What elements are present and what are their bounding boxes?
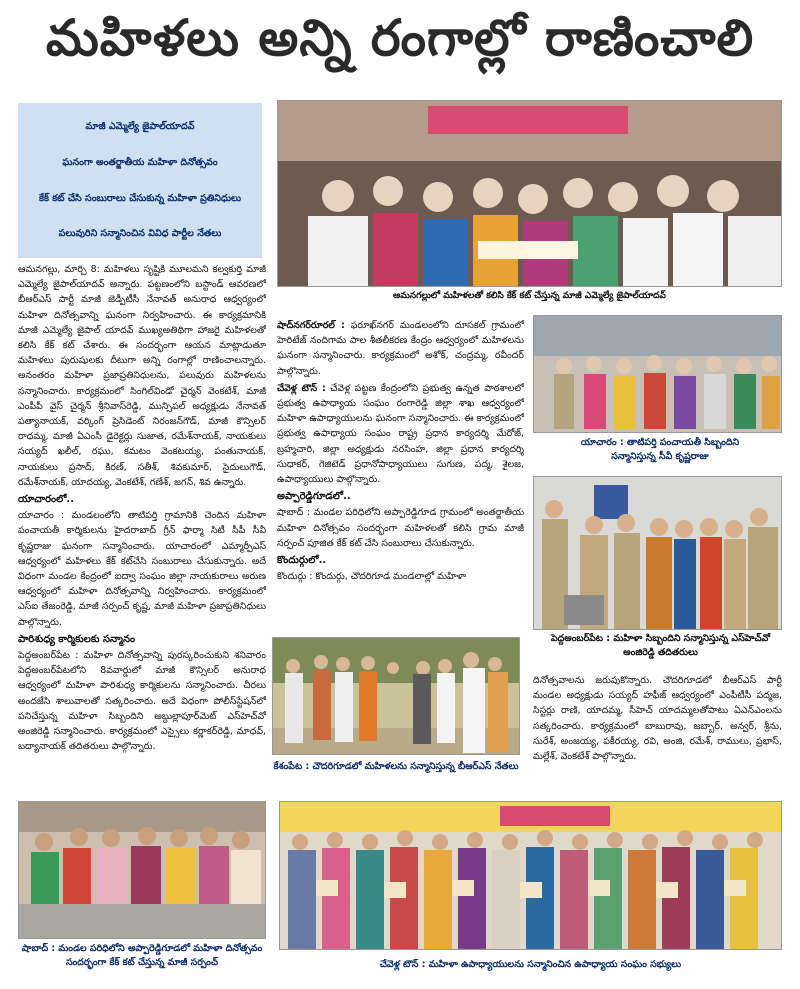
section-heading: పారిశుధ్య కార్మికులకు సన్మానం [18,633,136,645]
yacharam-photo [533,315,782,433]
article-paragraph: కొందుర్గు : కొందుర్గు, చౌదరిగూడ మండలాల్లో మహిళా [277,571,467,583]
main-photo [277,100,782,287]
yacharam-photo-caption: యాచారం : తాటిపర్తి పంచాయతీ సిబ్బందిని సన్మానిస్తున్న సీవీ కృష్ణరాజు [580,437,740,462]
article-paragraph: ఆమనగల్లు, మార్చి 8: మహిళలు సృష్టికి మూలమని కల్వకుర్తి మాజీ ఎమ్మెల్యే జైపాల్‌యాదవ్ అన్నారు. పట్టణంలోని బస్టాండ్ ఆవరణలో బీఆర్‌ఎస్ పార్టీ మాజీ జెడ్పీటీసీ నేనావత్ అనురాధ ఆధ్వర్యంలో మహిళా దినోత్సవాన్ని ఘనంగా నిర్వహించారు. ఈ కార్యక్రమానికి మాజీ ఎమ్మెల్యే జైపాల్ యాదవ్ ముఖ్యఅతిథిగా హాజరై మహిళలతో కలిసి కేక్ కట్ చేశారు. ఈ సందర్భంగా ఆయన మాట్లాడుతూ మహిళలు పురుషులకు దీటుగా అన్ని రంగాల్లో రాణించాలన్నారు. అనంతరం మహిళా ప్రజాప్రతినిధులను, పలువురు మహిళలను సన్మానించారు. కార్యక్రమంలో సింగిల్‌విండో చైర్మన్ వెంకటేశ్, మాజీ ఎంపీపీ వైస్ చైర్మన్ శ్రీనివాస్‌రెడ్డి, మున్సిపల్ అధ్యక్షుడు నేనావత్ పత్యానాయక్, వర్కింగ్ ప్రెసిడెంట్ నిరంజన్‌గౌడ్, మాజీ కౌన్సిలర్ రాధమ్మ, మాజీ ఏఎంసీ డైరెక్టర్లు సుజాత, రమేశ్‌నాయక్, నాయకులు సయ్యద్ ఖలీల్, రఘు, కమటం వెంకటయ్య, పంతునాయక్, నాయకులు ప్రసాద్, కిరణ్, సతీశ్, శివకుమార్, సైదులుగౌడ్, రమేశ్‌నాయక్, యాదయ్య, వెంకటేశ్, గణేశ్, జగన్, శివ ఉన్నారు. [18,264,266,488]
shabad-photo [18,801,266,939]
dateline: చేవెళ్ల టౌన్ : [277,382,326,394]
chevella-photo-caption: చేవెళ్ల టౌన్ : మహిళా ఉపాధ్యాయులను సన్మానించిన ఉపాధ్యాయ సంఘం సభ్యులు [379,959,682,970]
dateline: షాద్‌నగర్‌రూరల్ : [277,320,345,331]
deck-line: పలువురిని సన్మానించిన వివిధ పార్టీల నేతలు [58,228,222,240]
sub-deck [18,103,262,258]
deck-line: మాజీ ఎమ్మెల్యే జైపాల్‌యాదవ్ [85,121,195,133]
keshampet-photo-caption: కేశంపేట : చౌదరిగూడలో మహిళలను సన్మానిస్తున్న బీఆర్‌ఎస్ నేతలు [273,761,519,772]
deck-line: కేక్ కట్ చేసి సంబురాలు చేసుకున్న మహిళా ప్రతినిధులు [39,192,241,204]
article-main-column [18,262,266,796]
article-paragraph: షాబాద్ : మండల పరిధిలోని అప్పారెడ్డిగూడ గ్రామంలో అంతర్జాతీయ మహిళా దినోత్సవం సందర్భంగా మహిళలతో కలిసి గ్రామ మాజీ సర్పంచ్ పూజిత కేక్ కట్ చేసి సంబురాలు చేసుకున్నారు. [277,507,524,549]
kondurgu-continued-column [533,673,782,795]
article-paragraph: యాచారం : మండలంలోని తాటిపర్తి గ్రామానికి చెందిన మహిళా పంచాయతీ కార్మికులను హైదరాబాద్ గ్రీన్ ఫార్మా సిటీ సీపీ సీవీ కృష్ణరాజు ఘనంగా సన్మానించారు. యాచారంలో ఎమ్మార్పీఎస్ ఆధ్వర్యంలో మహిళలు కేక్ కట్‌చేసి సంబురాలు చేసుకున్నారు. అదే విధంగా మండల కేంద్రంలో ఐద్వా సంఘం జిల్లా నాయకురాలు అరుణ ఆధ్వర్యంలో మహిళా దినోత్సవాన్ని నిర్వహించారు. కార్యక్రమంలో ఎస్‌ఐ తేజంరెడ్డి, మాజీ సర్పంచ్ కృష్ణ, మాజీ మహిళా ప్రజాప్రతినిధులు పాల్గొన్నారు. [18,510,266,628]
chevella-photo [279,801,782,950]
article-paragraph [277,381,524,487]
article-paragraph: పెద్దఅంబర్‌పేట : మహిళా దినోత్సవాన్ని పురస్కరించుకుని శనివారం పెద్దఅంబర్‌పేటలోని 8వవార్డులో మాజీ కౌన్సిలర్ అనురాధ ఆధ్వర్యంలో మహిళా పారిశుధ్య కార్మికులను సన్మానించారు. చీరలు అందజేసి శాలువాలతో సత్కరించారు. అదే విధంగా పోలీస్‌స్టేషన్‌లో పనిచేస్తున్న మహిళా సిబ్బందిని అబ్దుల్లాపూర్‌మెట్ ఎస్‌హెచ్‌వో అంజిరెడ్డి సన్మానించారు. కార్యక్రమంలో ఎస్సైలు కర్ణాకర్‌రెడ్డి, మాధవ్, బద్యానాయక్ తదితరులు పాల్గొన్నారు. [18,650,266,753]
section-heading: యాచారంలో.. [18,494,74,506]
shabad-photo-caption: షాబాద్ : మండల పరిధిలోని అప్పారెడ్డిగూడలో మహిళా దినోత్సవం సందర్భంగా కేక్ కట్ చేస్తున్న మాజీ సర్పంచ్ [21,943,263,968]
section-heading: అప్పారెడ్డిగూడలో.. [277,491,351,503]
article-paragraph [277,318,524,379]
pedda-amberpet-photo [533,476,782,630]
paragraph-text: చేవెళ్ల పట్టణ కేంద్రంలోని ప్రభుత్వ ఉన్నత పాఠశాలలో ప్రభుత్వ ఉపాధ్యాయ సంఘం రంగారెడ్డి జిల్లా శాఖ ఆధ్వర్యంలో మహిళా ఉపాధ్యాయులను ఘనంగా సన్మానించారు. ఈ కార్యక్రమంలో ప్రభుత్వ ఉపాధ్యాయ సంఘం రాష్ట్ర ప్రధాన కార్యదర్శి మేరోజ్, బ్రహ్మచారి, జిల్లా అధ్యక్షుడు నరసింహ, జిల్లా ప్రధాన కార్యదర్శి సుధాకర్, గెజిటెడ్ ప్రధానోపాధ్యాయులు సుగుణ, పద్మ, శైలజ, ఉపాధ్యాయులు పాల్గొన్నారు. [277,382,524,486]
keshampet-photo [272,637,520,755]
paragraph-text: ఫరూఖ్‌నగర్ మండలంలోని దూసకల్ గ్రామంలో హెరిటేజ్ నందిగామ పాల శీతలీకరణ కేంద్రం ఆధ్వర్యంలో మహిళలను ఘనంగా సన్మానించారు. కార్యక్రమంలో అశోక్, చంద్రమ్మ, రవీందర్ పాల్గొన్నారు. [277,320,524,377]
deck-line: ఘనంగా అంతర్జాతీయ మహిళా దినోత్సవం [62,156,218,168]
article-middle-column [277,318,524,634]
article-paragraph: దినోత్సవాలను జరుపుకొన్నారు. చౌదరిగూడలో బీఆర్‌ఎస్ పార్టీ మండల అధ్యక్షుడు సయ్యద్ హఫీజ్ ఆధ్వర్యంలో ఎంపీటీసీ పద్మజ, సిస్టర్లు రాణి, యాదమ్మ, సీహెచ్ యాదమ్మలతోపాటు ఏఎన్‌ఎంలను సత్కరించారు. కార్యక్రమంలో బాబురావు, జబ్బార్, అన్వర్, శ్రీను, సురేశ్, అంజయ్య, పకీరయ్య, రవి, అంజి, రమేశ్, రాములు, ప్రభాస్, మల్లేశ్, వెంకటేశ్ పాల్గొన్నారు. [533,675,782,763]
headline: మహిళలు అన్ని రంగాల్లో రాణించాలి [45,8,755,67]
section-heading: కొందుర్గులో.. [277,555,327,567]
main-photo-caption: ఆమనగల్లులో మహిళలతో కలిసి కేక్ కట్ చేస్తున్న మాజీ ఎమ్మెల్యే జైపాల్‌యాదవ్ [393,291,666,301]
pedda-amberpet-photo-caption: పెద్దఅంబర్‌పేట : మహిళా సిబ్బందిని సన్మానిస్తున్న ఎస్‌హెచ్‌వో అంజిరెడ్డి తదితరులు [551,633,770,658]
